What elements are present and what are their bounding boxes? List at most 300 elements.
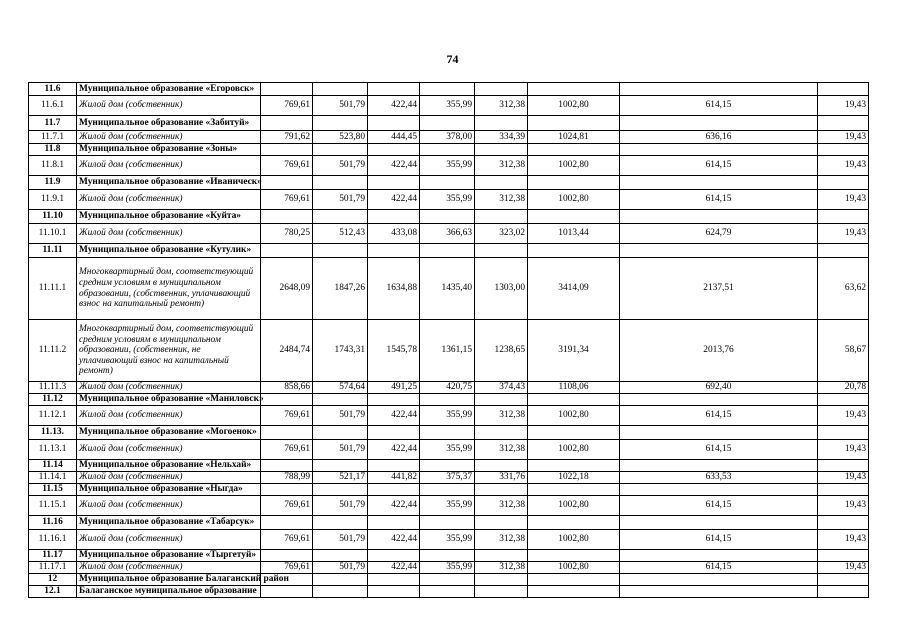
empty-cell bbox=[528, 144, 620, 156]
value-cell: 633,53 bbox=[620, 472, 818, 484]
row-code: 11.12.1 bbox=[29, 406, 77, 426]
row-code: 11.16 bbox=[29, 516, 77, 530]
section-title: Муниципальное образование «Табарсук» bbox=[77, 516, 261, 530]
value-cell: 19,43 bbox=[818, 156, 869, 176]
row-code: 11.16.1 bbox=[29, 530, 77, 550]
value-cell: 63,62 bbox=[818, 258, 869, 320]
value-cell: 1002,80 bbox=[528, 562, 620, 574]
empty-cell bbox=[420, 574, 475, 586]
row-code: 11.11 bbox=[29, 244, 77, 258]
row-description: Жилой дом (собственник) bbox=[77, 406, 261, 426]
row-code: 11.13. bbox=[29, 426, 77, 440]
value-cell: 355,99 bbox=[420, 156, 475, 176]
row-code: 11.14.1 bbox=[29, 472, 77, 484]
section-row bbox=[29, 586, 869, 598]
table-row bbox=[29, 530, 869, 550]
value-cell: 355,99 bbox=[420, 190, 475, 210]
empty-cell bbox=[818, 460, 869, 472]
empty-cell bbox=[313, 586, 368, 598]
value-cell: 422,44 bbox=[368, 190, 420, 210]
empty-cell bbox=[420, 586, 475, 598]
row-code: 11.12 bbox=[29, 394, 77, 406]
value-cell: 422,44 bbox=[368, 562, 420, 574]
empty-cell bbox=[420, 394, 475, 406]
empty-cell bbox=[261, 394, 313, 406]
value-cell: 791,62 bbox=[261, 131, 313, 144]
empty-cell bbox=[313, 574, 368, 586]
empty-cell bbox=[818, 484, 869, 496]
section-row bbox=[29, 144, 869, 156]
value-cell: 19,43 bbox=[818, 224, 869, 244]
value-cell: 422,44 bbox=[368, 156, 420, 176]
empty-cell bbox=[420, 144, 475, 156]
value-cell: 1545,78 bbox=[368, 320, 420, 382]
empty-cell bbox=[475, 394, 528, 406]
empty-cell bbox=[528, 426, 620, 440]
section-title: Муниципальное образование «Иваническ» bbox=[77, 176, 261, 190]
value-cell: 19,43 bbox=[818, 131, 869, 144]
value-cell: 1238,65 bbox=[475, 320, 528, 382]
row-code: 11.15 bbox=[29, 484, 77, 496]
value-cell: 769,61 bbox=[261, 562, 313, 574]
value-cell: 1435,40 bbox=[420, 258, 475, 320]
page-number: 74 bbox=[446, 52, 459, 66]
empty-cell bbox=[368, 550, 420, 562]
empty-cell bbox=[528, 116, 620, 131]
row-code: 12.1 bbox=[29, 586, 77, 598]
value-cell: 614,15 bbox=[620, 156, 818, 176]
value-cell: 355,99 bbox=[420, 406, 475, 426]
empty-cell bbox=[475, 516, 528, 530]
table-row bbox=[29, 131, 869, 144]
value-cell: 374,43 bbox=[475, 382, 528, 394]
section-row bbox=[29, 116, 869, 131]
row-description: Жилой дом (собственник) bbox=[77, 382, 261, 394]
row-description: Жилой дом (собственник) bbox=[77, 496, 261, 516]
value-cell: 422,44 bbox=[368, 440, 420, 460]
empty-cell bbox=[313, 244, 368, 258]
empty-cell bbox=[313, 394, 368, 406]
table-row bbox=[29, 472, 869, 484]
empty-cell bbox=[818, 176, 869, 190]
empty-cell bbox=[261, 586, 313, 598]
section-title: Муниципальное образование «Егоровск» bbox=[77, 83, 261, 96]
empty-cell bbox=[420, 550, 475, 562]
empty-cell bbox=[528, 586, 620, 598]
empty-cell bbox=[818, 83, 869, 96]
value-cell: 2137,51 bbox=[620, 258, 818, 320]
empty-cell bbox=[620, 484, 818, 496]
row-code: 11.9 bbox=[29, 176, 77, 190]
row-code: 11.15.1 bbox=[29, 496, 77, 516]
value-cell: 692,40 bbox=[620, 382, 818, 394]
empty-cell bbox=[475, 426, 528, 440]
row-description: Жилой дом (собственник) bbox=[77, 224, 261, 244]
empty-cell bbox=[261, 550, 313, 562]
empty-cell bbox=[528, 516, 620, 530]
value-cell: 491,25 bbox=[368, 382, 420, 394]
row-code: 11.17.1 bbox=[29, 562, 77, 574]
section-title: Муниципальное образование «Куйта» bbox=[77, 210, 261, 224]
row-code: 11.8.1 bbox=[29, 156, 77, 176]
value-cell: 312,38 bbox=[475, 96, 528, 116]
empty-cell bbox=[620, 574, 818, 586]
empty-cell bbox=[475, 244, 528, 258]
table-row bbox=[29, 224, 869, 244]
value-cell: 769,61 bbox=[261, 440, 313, 460]
empty-cell bbox=[368, 426, 420, 440]
empty-cell bbox=[313, 550, 368, 562]
section-title: Муниципальное образование «Ныгда» bbox=[77, 484, 261, 496]
value-cell: 19,43 bbox=[818, 96, 869, 116]
value-cell: 433,08 bbox=[368, 224, 420, 244]
empty-cell bbox=[818, 516, 869, 530]
value-cell: 614,15 bbox=[620, 496, 818, 516]
empty-cell bbox=[420, 116, 475, 131]
value-cell: 521,17 bbox=[313, 472, 368, 484]
value-cell: 355,99 bbox=[420, 496, 475, 516]
section-row bbox=[29, 394, 869, 406]
empty-cell bbox=[620, 176, 818, 190]
empty-cell bbox=[620, 144, 818, 156]
row-description: Жилой дом (собственник) bbox=[77, 131, 261, 144]
value-cell: 1743,31 bbox=[313, 320, 368, 382]
empty-cell bbox=[368, 144, 420, 156]
empty-cell bbox=[620, 586, 818, 598]
value-cell: 614,15 bbox=[620, 190, 818, 210]
value-cell: 769,61 bbox=[261, 530, 313, 550]
value-cell: 331,76 bbox=[475, 472, 528, 484]
empty-cell bbox=[261, 426, 313, 440]
value-cell: 1002,80 bbox=[528, 190, 620, 210]
value-cell: 422,44 bbox=[368, 96, 420, 116]
empty-cell bbox=[368, 574, 420, 586]
row-code: 11.7.1 bbox=[29, 131, 77, 144]
value-cell: 574,64 bbox=[313, 382, 368, 394]
empty-cell bbox=[620, 550, 818, 562]
empty-cell bbox=[420, 244, 475, 258]
row-code: 11.11.1 bbox=[29, 258, 77, 320]
value-cell: 378,00 bbox=[420, 131, 475, 144]
empty-cell bbox=[475, 176, 528, 190]
empty-cell bbox=[261, 210, 313, 224]
row-description: Многоквартирный дом, соответствующий средним условиям в муниципальном образовании, (собственник, не уплачивающий взнос на капитальный ремонт) bbox=[77, 320, 261, 382]
value-cell: 19,43 bbox=[818, 562, 869, 574]
row-code: 11.11.2 bbox=[29, 320, 77, 382]
empty-cell bbox=[528, 460, 620, 472]
value-cell: 355,99 bbox=[420, 530, 475, 550]
section-row bbox=[29, 244, 869, 258]
empty-cell bbox=[261, 144, 313, 156]
value-cell: 312,38 bbox=[475, 156, 528, 176]
value-cell: 858,66 bbox=[261, 382, 313, 394]
empty-cell bbox=[261, 484, 313, 496]
section-row bbox=[29, 460, 869, 472]
value-cell: 19,43 bbox=[818, 472, 869, 484]
empty-cell bbox=[313, 210, 368, 224]
empty-cell bbox=[368, 83, 420, 96]
value-cell: 422,44 bbox=[368, 406, 420, 426]
section-title: Муниципальное образование «Нельхай» bbox=[77, 460, 261, 472]
value-cell: 19,43 bbox=[818, 406, 869, 426]
table-body bbox=[29, 83, 869, 598]
section-title: Муниципальное образование «Зоны» bbox=[77, 144, 261, 156]
value-cell: 19,43 bbox=[818, 496, 869, 516]
value-cell: 624,79 bbox=[620, 224, 818, 244]
section-row bbox=[29, 550, 869, 562]
row-code: 11.10.1 bbox=[29, 224, 77, 244]
value-cell: 501,79 bbox=[313, 96, 368, 116]
value-cell: 501,79 bbox=[313, 440, 368, 460]
value-cell: 769,61 bbox=[261, 96, 313, 116]
value-cell: 334,39 bbox=[475, 131, 528, 144]
row-code: 11.10 bbox=[29, 210, 77, 224]
value-cell: 1847,26 bbox=[313, 258, 368, 320]
empty-cell bbox=[818, 144, 869, 156]
section-title: Муниципальное образование «Кутулик» bbox=[77, 244, 261, 258]
value-cell: 614,15 bbox=[620, 96, 818, 116]
table-row bbox=[29, 320, 869, 382]
empty-cell bbox=[368, 394, 420, 406]
row-code: 11.7 bbox=[29, 116, 77, 131]
value-cell: 1024,81 bbox=[528, 131, 620, 144]
value-cell: 312,38 bbox=[475, 406, 528, 426]
empty-cell bbox=[620, 210, 818, 224]
value-cell: 501,79 bbox=[313, 530, 368, 550]
empty-cell bbox=[528, 244, 620, 258]
empty-cell bbox=[261, 83, 313, 96]
empty-cell bbox=[475, 210, 528, 224]
table-row bbox=[29, 258, 869, 320]
value-cell: 312,38 bbox=[475, 530, 528, 550]
section-row bbox=[29, 210, 869, 224]
empty-cell bbox=[620, 460, 818, 472]
value-cell: 441,82 bbox=[368, 472, 420, 484]
row-description: Жилой дом (собственник) bbox=[77, 530, 261, 550]
empty-cell bbox=[368, 484, 420, 496]
empty-cell bbox=[818, 574, 869, 586]
value-cell: 444,45 bbox=[368, 131, 420, 144]
empty-cell bbox=[818, 244, 869, 258]
value-cell: 422,44 bbox=[368, 530, 420, 550]
value-cell: 523,80 bbox=[313, 131, 368, 144]
value-cell: 323,02 bbox=[475, 224, 528, 244]
value-cell: 312,38 bbox=[475, 440, 528, 460]
value-cell: 1002,80 bbox=[528, 496, 620, 516]
empty-cell bbox=[313, 460, 368, 472]
value-cell: 512,43 bbox=[313, 224, 368, 244]
empty-cell bbox=[620, 116, 818, 131]
value-cell: 501,79 bbox=[313, 190, 368, 210]
section-title: Муниципальное образование «Маниловск» bbox=[77, 394, 261, 406]
value-cell: 769,61 bbox=[261, 406, 313, 426]
value-cell: 1634,88 bbox=[368, 258, 420, 320]
empty-cell bbox=[368, 586, 420, 598]
value-cell: 355,99 bbox=[420, 562, 475, 574]
empty-cell bbox=[818, 426, 869, 440]
empty-cell bbox=[528, 83, 620, 96]
section-row bbox=[29, 484, 869, 496]
row-code: 11.6 bbox=[29, 83, 77, 96]
value-cell: 375,37 bbox=[420, 472, 475, 484]
empty-cell bbox=[475, 144, 528, 156]
row-code: 11.11.3 bbox=[29, 382, 77, 394]
value-cell: 422,44 bbox=[368, 496, 420, 516]
empty-cell bbox=[313, 116, 368, 131]
section-row bbox=[29, 574, 869, 586]
empty-cell bbox=[620, 83, 818, 96]
empty-cell bbox=[368, 210, 420, 224]
empty-cell bbox=[368, 516, 420, 530]
value-cell: 1013,44 bbox=[528, 224, 620, 244]
section-row bbox=[29, 426, 869, 440]
table-row bbox=[29, 440, 869, 460]
table-row bbox=[29, 406, 869, 426]
row-code: 11.8 bbox=[29, 144, 77, 156]
empty-cell bbox=[620, 244, 818, 258]
value-cell: 2648,09 bbox=[261, 258, 313, 320]
empty-cell bbox=[528, 550, 620, 562]
empty-cell bbox=[528, 574, 620, 586]
empty-cell bbox=[420, 426, 475, 440]
section-row bbox=[29, 516, 869, 530]
value-cell: 20,78 bbox=[818, 382, 869, 394]
row-description: Жилой дом (собственник) bbox=[77, 562, 261, 574]
row-description: Жилой дом (собственник) bbox=[77, 156, 261, 176]
empty-cell bbox=[475, 550, 528, 562]
value-cell: 312,38 bbox=[475, 190, 528, 210]
empty-cell bbox=[313, 144, 368, 156]
empty-cell bbox=[475, 574, 528, 586]
value-cell: 58,67 bbox=[818, 320, 869, 382]
empty-cell bbox=[528, 394, 620, 406]
value-cell: 355,99 bbox=[420, 440, 475, 460]
value-cell: 366,63 bbox=[420, 224, 475, 244]
row-description: Жилой дом (собственник) bbox=[77, 472, 261, 484]
empty-cell bbox=[261, 244, 313, 258]
value-cell: 1108,06 bbox=[528, 382, 620, 394]
empty-cell bbox=[368, 460, 420, 472]
value-cell: 19,43 bbox=[818, 190, 869, 210]
row-code: 11.9.1 bbox=[29, 190, 77, 210]
row-description: Жилой дом (собственник) bbox=[77, 440, 261, 460]
value-cell: 1002,80 bbox=[528, 440, 620, 460]
empty-cell bbox=[528, 176, 620, 190]
table-row bbox=[29, 156, 869, 176]
section-title: Муниципальное образование «Забитуй» bbox=[77, 116, 261, 131]
empty-cell bbox=[818, 210, 869, 224]
empty-cell bbox=[620, 426, 818, 440]
empty-cell bbox=[261, 460, 313, 472]
empty-cell bbox=[368, 176, 420, 190]
value-cell: 2013,76 bbox=[620, 320, 818, 382]
section-title: Муниципальное образование «Тыргетуй» bbox=[77, 550, 261, 562]
empty-cell bbox=[313, 516, 368, 530]
empty-cell bbox=[368, 116, 420, 131]
section-row bbox=[29, 83, 869, 96]
value-cell: 355,99 bbox=[420, 96, 475, 116]
empty-cell bbox=[475, 83, 528, 96]
value-cell: 636,16 bbox=[620, 131, 818, 144]
empty-cell bbox=[818, 394, 869, 406]
value-cell: 1303,00 bbox=[475, 258, 528, 320]
empty-cell bbox=[313, 83, 368, 96]
empty-cell bbox=[313, 426, 368, 440]
empty-cell bbox=[475, 116, 528, 131]
table-row bbox=[29, 496, 869, 516]
value-cell: 780,25 bbox=[261, 224, 313, 244]
value-cell: 1002,80 bbox=[528, 406, 620, 426]
row-code: 12 bbox=[29, 574, 77, 586]
empty-cell bbox=[368, 244, 420, 258]
empty-cell bbox=[313, 484, 368, 496]
empty-cell bbox=[261, 116, 313, 131]
empty-cell bbox=[620, 516, 818, 530]
row-code: 11.13.1 bbox=[29, 440, 77, 460]
empty-cell bbox=[420, 460, 475, 472]
empty-cell bbox=[475, 586, 528, 598]
value-cell: 614,15 bbox=[620, 562, 818, 574]
row-description: Жилой дом (собственник) bbox=[77, 96, 261, 116]
value-cell: 1361,15 bbox=[420, 320, 475, 382]
value-cell: 501,79 bbox=[313, 156, 368, 176]
empty-cell bbox=[475, 460, 528, 472]
empty-cell bbox=[420, 516, 475, 530]
value-cell: 769,61 bbox=[261, 190, 313, 210]
value-cell: 19,43 bbox=[818, 440, 869, 460]
value-cell: 501,79 bbox=[313, 562, 368, 574]
empty-cell bbox=[261, 176, 313, 190]
value-cell: 769,61 bbox=[261, 496, 313, 516]
section-title: Муниципальное образование «Могоенок» bbox=[77, 426, 261, 440]
section-row bbox=[29, 176, 869, 190]
tariff-table bbox=[28, 82, 869, 598]
value-cell: 1002,80 bbox=[528, 156, 620, 176]
empty-cell bbox=[313, 176, 368, 190]
empty-cell bbox=[420, 83, 475, 96]
value-cell: 420,75 bbox=[420, 382, 475, 394]
table-row bbox=[29, 190, 869, 210]
value-cell: 3191,34 bbox=[528, 320, 620, 382]
empty-cell bbox=[420, 484, 475, 496]
value-cell: 501,79 bbox=[313, 406, 368, 426]
value-cell: 769,61 bbox=[261, 156, 313, 176]
value-cell: 19,43 bbox=[818, 530, 869, 550]
empty-cell bbox=[620, 394, 818, 406]
value-cell: 312,38 bbox=[475, 562, 528, 574]
value-cell: 614,15 bbox=[620, 406, 818, 426]
value-cell: 2484,74 bbox=[261, 320, 313, 382]
empty-cell bbox=[420, 176, 475, 190]
empty-cell bbox=[420, 210, 475, 224]
value-cell: 614,15 bbox=[620, 440, 818, 460]
empty-cell bbox=[818, 586, 869, 598]
empty-cell bbox=[261, 516, 313, 530]
row-code: 11.6.1 bbox=[29, 96, 77, 116]
value-cell: 501,79 bbox=[313, 496, 368, 516]
value-cell: 788,99 bbox=[261, 472, 313, 484]
empty-cell bbox=[818, 116, 869, 131]
row-description: Многоквартирный дом, соответствующий средним условиям в муниципальном образовании, (собственник, уплачивающий взнос на капитальный ремонт) bbox=[77, 258, 261, 320]
row-description: Жилой дом (собственник) bbox=[77, 190, 261, 210]
value-cell: 3414,09 bbox=[528, 258, 620, 320]
empty-cell bbox=[475, 484, 528, 496]
empty-cell bbox=[528, 484, 620, 496]
value-cell: 614,15 bbox=[620, 530, 818, 550]
value-cell: 1022,18 bbox=[528, 472, 620, 484]
empty-cell bbox=[818, 550, 869, 562]
value-cell: 312,38 bbox=[475, 496, 528, 516]
